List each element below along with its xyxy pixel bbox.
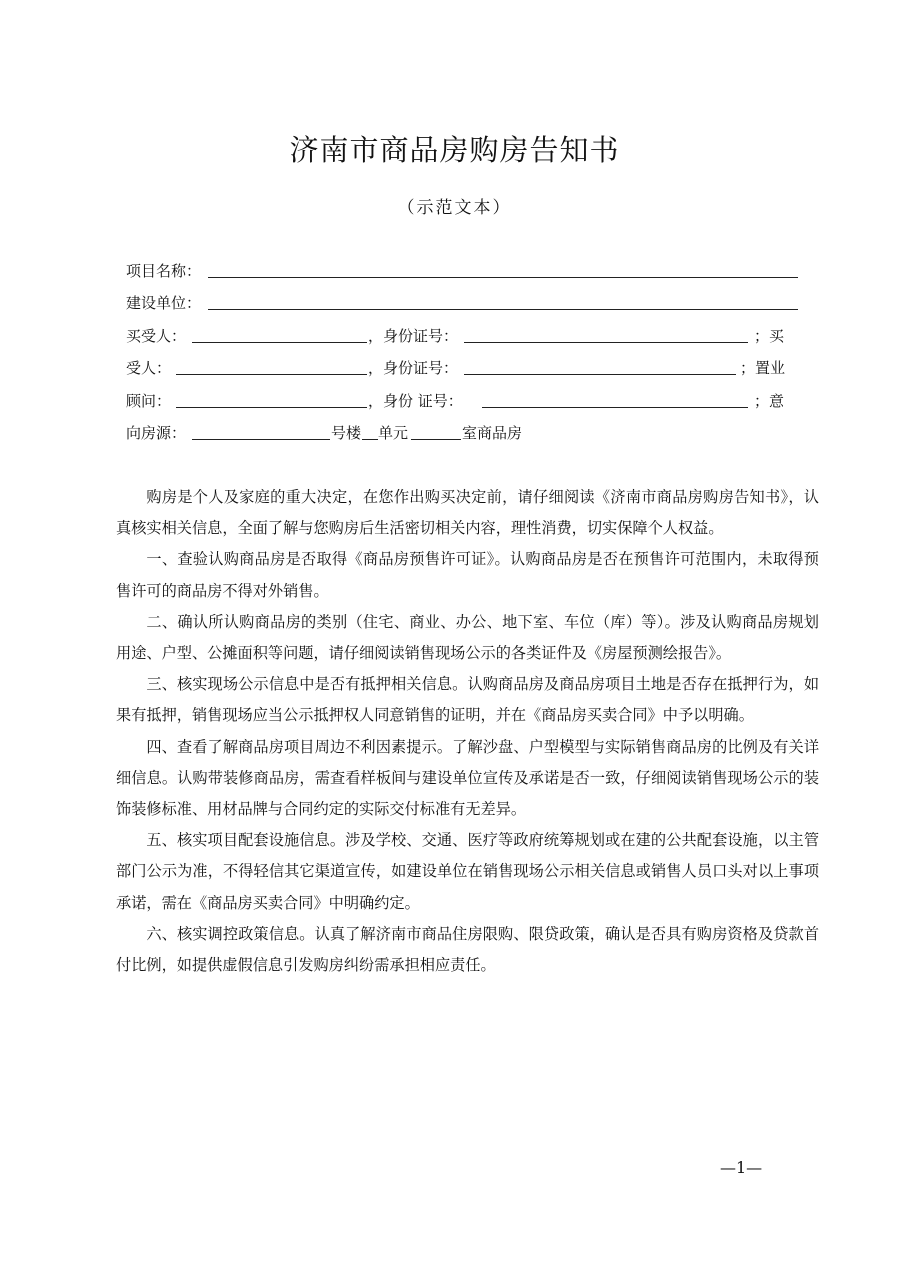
intent-label: 向房源： [126,423,187,442]
notice-item-2: 二、确认所认购商品房的类别（住宅、商业、办公、地下室、车位（库）等）。涉及认购商品房规划用途、户型、公摊面积等问题，请仔细阅读销售现场公示的各类证件及《房屋预测绘报告》。 [116,612,819,663]
room-suffix: 室商品房 [462,423,523,442]
unit-number-field[interactable] [362,439,378,440]
co-buyer-id-label: ，身份证号： [368,359,459,378]
notice-body [116,482,819,981]
buyer-row [126,321,806,353]
agent-id-label: ，身份 证号： [368,391,463,410]
developer-field[interactable] [208,309,798,310]
agent-separator: ；置业 [740,359,786,378]
agent-name-field[interactable] [176,407,367,408]
buyer-separator: ；买 [754,326,785,345]
notice-item-1: 一、查验认购商品房是否取得《商品房预售许可证》。认购商品房是否在预售许可范围内，未取得预售许可的商品房不得对外销售。 [116,550,819,600]
developer-row [126,288,806,320]
document-subtitle: （示范文本） [397,198,512,218]
agent-label: 顾问： [126,391,172,410]
notice-item-3: 三、核实现场公示信息中是否有抵押相关信息。认购商品房及商品房项目土地是否存在抵押行为，如果有抵押，销售现场应当公示抵押权人同意销售的证明，并在《商品房买卖合同》中予以明确。 [116,675,819,725]
co-buyer-name-field[interactable] [176,374,367,375]
notice-item-6: 六、核实调控政策信息。认真了解济南市商品住房限购、限贷政策，确认是否具有购房资格及贷款首付比例，如提供虚假信息引发购房纠纷需承担相应责任。 [116,924,819,975]
buyer-name-field[interactable] [192,342,367,343]
agent-id-field[interactable] [482,407,748,408]
room-number-field[interactable] [411,439,461,440]
building-number-field[interactable] [192,439,330,440]
intent-property-row [126,418,806,450]
intent-separator: ；意 [754,391,785,410]
co-buyer-label: 受人： [126,359,172,378]
buyer-id-field[interactable] [464,342,748,343]
co-buyer-id-field[interactable] [464,374,736,375]
agent-row [126,386,806,418]
project-name-field[interactable] [208,277,798,278]
building-suffix: 号楼 [331,423,362,442]
project-name-label: 项目名称： [126,262,202,280]
page-number: —1— [720,1158,763,1177]
document-title: 济南市商品房购房告知书 [289,133,620,167]
buyer-info-form [126,256,806,450]
buyer-id-label: ，身份证号： [368,326,459,345]
notice-item-5: 五、核实项目配套设施信息。涉及学校、交通、医疗等政府统筹规划或在建的公共配套设施，以主管部门公示为准，不得轻信其它渠道宣传，如建设单位在销售现场公示相关信息或销售人员口头对以上事项承诺，需在《商品房买卖合同》中明确约定。 [116,831,819,912]
developer-label: 建设单位： [126,294,202,313]
buyer-label: 买受人： [126,326,187,345]
project-name-row [126,256,806,288]
intro-paragraph: 购房是个人及家庭的重大决定，在您作出购买决定前，请仔细阅读《济南市商品房购房告知书》，认真核实相关信息，全面了解与您购房后生活密切相关内容，理性消费，切实保障个人权益。 [116,488,819,538]
co-buyer-row [126,353,806,385]
unit-suffix: 单元 [378,423,409,442]
notice-item-4: 四、查看了解商品房项目周边不利因素提示。了解沙盘、户型模型与实际销售商品房的比例及有关详细信息。认购带装修商品房，需查看样板间与建设单位宣传及承诺是否一致，仔细阅读销售现场公示的装饰装修标准、用材品牌与合同约定的实际交付标准有无差异。 [116,737,819,819]
